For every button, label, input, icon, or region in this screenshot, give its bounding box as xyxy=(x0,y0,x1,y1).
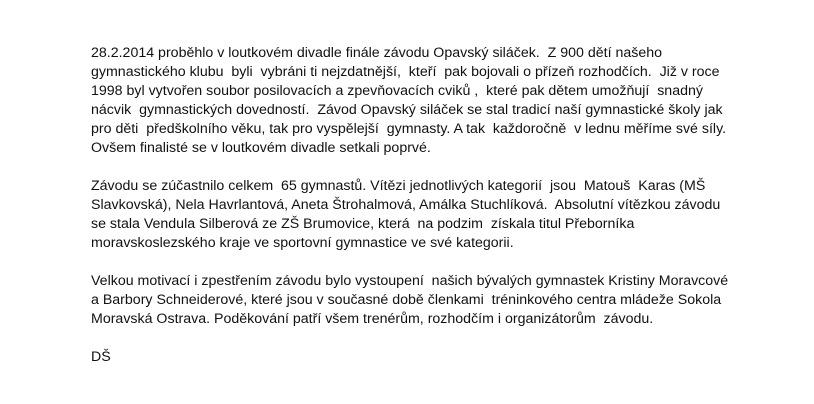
paragraph-line: 1998 byl vytvořen soubor posilovacích a zpevňovacích cviků , které pak dětem umožňují snadný xyxy=(91,83,703,99)
paragraph-line: moravskoslezského kraje ve sportovní gymnastice ve své kategorii. xyxy=(91,235,514,251)
paragraph-line: gymnastického klubu byli vybráni ti nejzdatnější, kteří pak bojovali o přízeň rozhodčích. Již v roce xyxy=(91,64,720,80)
signature: DŠ xyxy=(91,349,111,365)
paragraph-line: 28.2.2014 proběhlo v loutkovém divadle finále závodu Opavský siláček. Z 900 dětí našeho xyxy=(91,45,663,61)
paragraph-line: a Barbory Schneiderové, které jsou v současné době členkami tréninkového centra mládeže Sokola xyxy=(91,292,722,308)
paragraph-line: se stala Vendula Silberová ze ZŠ Brumovice, která na podzim získala titul Přeborníka xyxy=(91,216,635,232)
paragraph-line: Slavkovská), Nela Havrlantová, Aneta Štrohalmová, Amálka Stuchlíková. Absolutní vítězkou závodu xyxy=(91,197,721,213)
paragraph-line: pro děti předškolního věku, tak pro vyspělejší gymnasty. A tak každoročně v lednu měříme své síly. xyxy=(91,121,727,137)
paragraph-line: Ovšem finalisté se v loutkovém divadle setkali poprvé. xyxy=(91,140,431,156)
paragraph-line: Moravská Ostrava. Poděkování patří všem trenérům, rozhodčím i organizátorům závodu. xyxy=(91,311,654,327)
paragraph-line: Závodu se zúčastnilo celkem 65 gymnastů. Vítězi jednotlivých kategorií jsou Matouš Karas (MŠ xyxy=(91,178,706,194)
paragraph-line: nácvik gymnastických dovedností. Závod Opavský siláček se stal tradicí naší gymnastické školy jak xyxy=(91,102,723,118)
paragraph-line: Velkou motivací i zpestřením závodu bylo vystoupení našich bývalých gymnastek Kristiny Moravcové xyxy=(91,273,729,289)
